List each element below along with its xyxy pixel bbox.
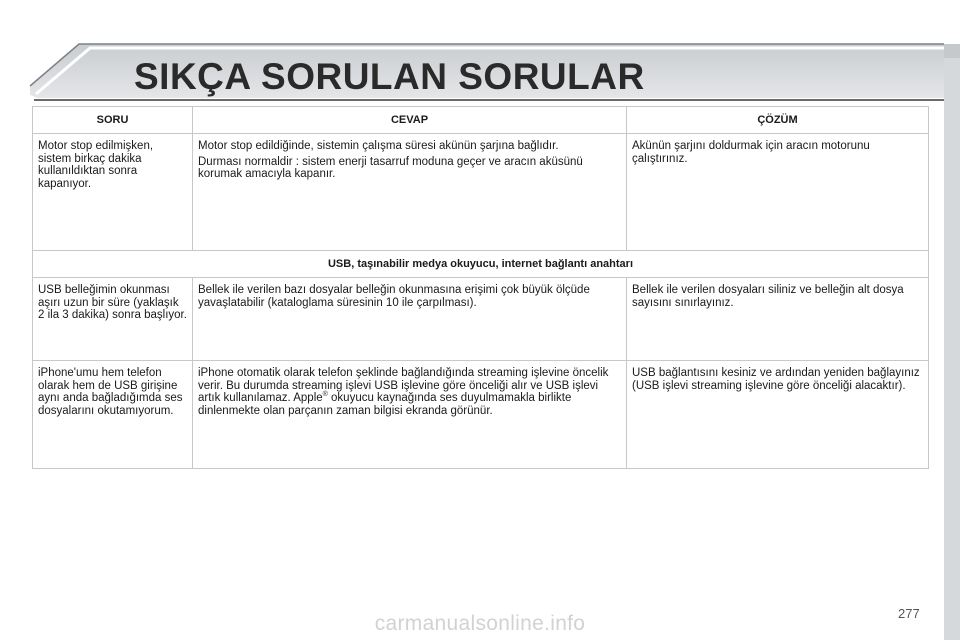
question-cell: iPhone'umu hem telefon olarak hem de USB girişine aynı anda bağladığımda ses dosyalarını okutamıyorum. bbox=[38, 367, 183, 417]
table-header-row bbox=[33, 107, 929, 134]
side-band-cap bbox=[944, 44, 960, 58]
answer-text: Durması normaldir : sistem enerji tasarruf moduna geçer ve aracın aküsünü korumak amacıyla kapanır. bbox=[198, 155, 583, 180]
answer-text: iPhone otomatik olarak telefon şeklinde bağlandığında streaming işlevine öncelik verir. Bu durumda streaming işlevi USB işlevine göre önceliği alır ve USB işlevi artık kullanılamaz. Apple bbox=[198, 367, 609, 404]
answer-text: okuyucu kaynağında ses duyulmamakla birlikte dinlenmekte olan parçanın zaman bilgisi ekranda görünür. bbox=[198, 392, 572, 417]
question-cell: Motor stop edilmişken, sistem birkaç dakika kullanıldıktan sonra kapanıyor. bbox=[38, 140, 154, 190]
registered-mark: ® bbox=[322, 391, 328, 399]
header-solution: ÇÖZÜM bbox=[627, 107, 929, 134]
page-number: 277 bbox=[898, 606, 920, 621]
table-row bbox=[33, 278, 929, 361]
solution-cell: Akünün şarjını doldurmak için aracın motorunu çalıştırınız. bbox=[632, 140, 870, 165]
answer-cell bbox=[193, 361, 626, 417]
question-cell: USB belleğimin okunması aşırı uzun bir süre (yaklaşık 2 ila 3 dakika) sonra başlıyor. bbox=[38, 284, 187, 321]
header-question: SORU bbox=[33, 107, 193, 134]
header-answer: CEVAP bbox=[193, 107, 627, 134]
section-title: USB, taşınabilir medya okuyucu, internet bağlantı anahtarı bbox=[33, 251, 929, 278]
section-row bbox=[33, 251, 929, 278]
answer-cell bbox=[193, 134, 626, 181]
watermark: carmanualsonline.info bbox=[374, 612, 586, 635]
side-band bbox=[944, 44, 960, 640]
table-row bbox=[33, 361, 929, 469]
solution-cell: USB bağlantısını kesiniz ve ardından yeniden bağlayınız (USB işlevi streaming işlevine göre önceliği alacaktır). bbox=[632, 367, 920, 392]
table-row bbox=[33, 134, 929, 251]
page-title: SIKÇA SORULAN SORULAR bbox=[134, 56, 645, 97]
answer-cell: Bellek ile verilen bazı dosyalar belleğin okunmasına erişimi çok büyük ölçüde yavaşlatabilir (kataloglama süresinin 10 ile çarpılması). bbox=[198, 284, 590, 309]
faq-table bbox=[32, 106, 929, 469]
answer-text: Motor stop edildiğinde, sistemin çalışma süresi akünün şarjına bağlıdır. bbox=[198, 140, 559, 152]
solution-cell: Bellek ile verilen dosyaları siliniz ve belleğin alt dosya sayısını sınırlayınız. bbox=[632, 284, 904, 309]
